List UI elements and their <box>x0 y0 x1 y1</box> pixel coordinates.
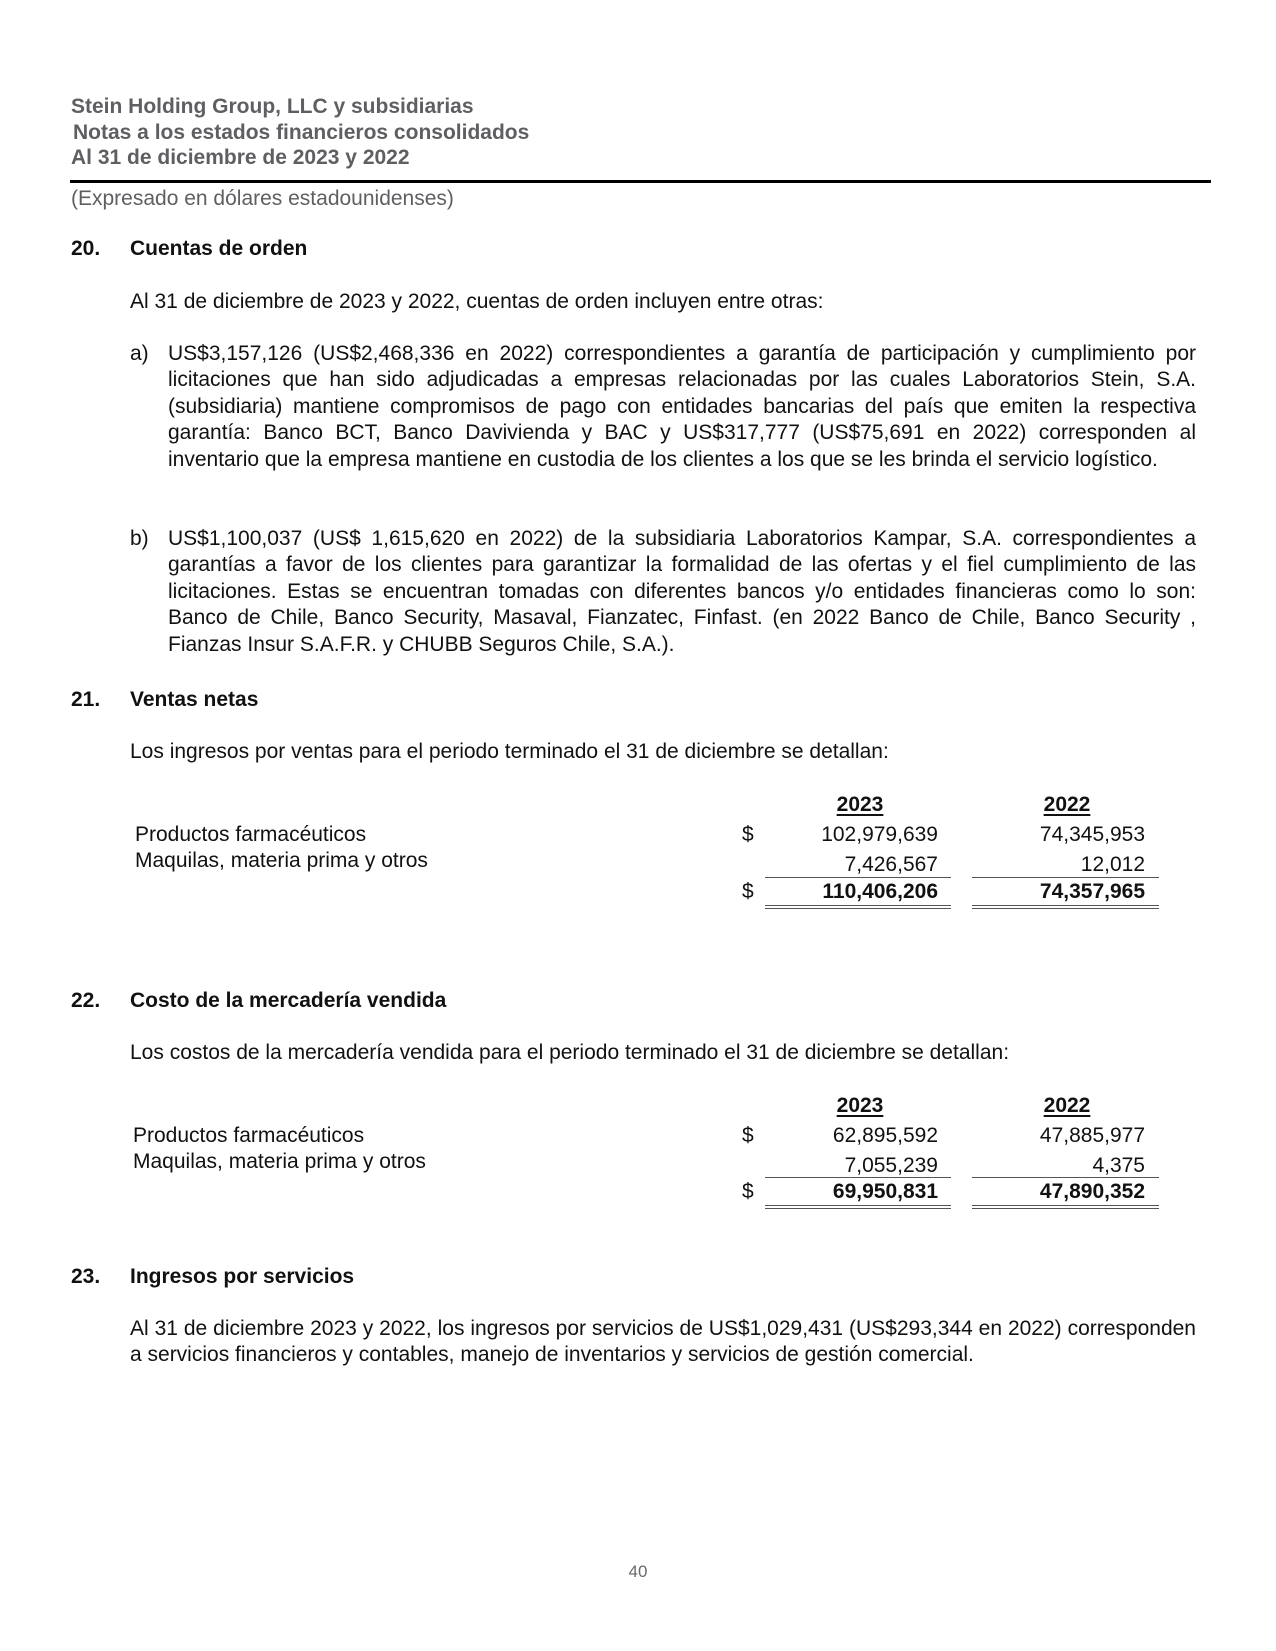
currency-symbol: $ <box>742 823 754 846</box>
list-item-b <box>130 526 1196 658</box>
row-label: Maquilas, materia prima y otros <box>133 1150 426 1173</box>
total-2023: 69,950,831 <box>832 1180 938 1203</box>
header-divider <box>70 180 1211 183</box>
subtotal-rule <box>972 877 1159 878</box>
column-header-2023: 2023 <box>836 793 884 816</box>
value-2023: 7,055,239 <box>844 1154 938 1177</box>
subtotal-rule <box>765 1177 951 1178</box>
subtotal-rule <box>765 877 951 878</box>
total-double-rule <box>972 905 1159 909</box>
total-double-rule <box>765 905 951 909</box>
row-label: Maquilas, materia prima y otros <box>135 849 428 872</box>
list-item-a <box>130 341 1196 473</box>
value-2023: 102,979,639 <box>821 823 938 846</box>
value-2022: 12,012 <box>1080 853 1145 876</box>
row-label: Productos farmacéuticos <box>133 1124 365 1147</box>
total-2023: 110,406,206 <box>822 880 938 903</box>
section-title: Ventas netas <box>130 688 259 711</box>
section-intro: Los ingresos por ventas para el periodo terminado el 31 de diciembre se detallan: <box>130 740 889 763</box>
currency-symbol: $ <box>742 1124 754 1147</box>
company-name: Stein Holding Group, LLC y subsidiarias <box>71 95 474 118</box>
section-intro: Los costos de la mercadería vendida para el periodo terminado el 31 de diciembre se detallan: <box>130 1041 1010 1064</box>
value-2022: 47,885,977 <box>1039 1124 1145 1147</box>
list-item-text: US$1,100,037 (US$ 1,615,620 en 2022) de la subsidiaria Laboratorios Kampar, S.A. correspondientes a garantías a favor de los clientes para garantizar la formalidad de las ofertas y el fiel cumplimiento de las licitaciones. Estas se encuentran tomadas con diferentes bancos y/o entidades financieras como lo son: Banco de Chile, Banco Security, Masaval, Fianzatec, Finfast. (en 2022 Banco de Chile, Banco Security , Fianzas Insur S.A.F.R. y CHUBB Seguros Chile, S.A.). <box>168 527 1196 656</box>
currency-symbol: $ <box>742 880 754 903</box>
section-number: 22. <box>71 989 101 1012</box>
total-2022: 74,357,965 <box>1039 880 1145 903</box>
subtotal-rule <box>972 1177 1159 1178</box>
page-number: 40 <box>628 1562 648 1581</box>
section-number: 21. <box>71 688 101 711</box>
value-2022: 74,345,953 <box>1039 823 1145 846</box>
section-title: Cuentas de orden <box>130 237 308 260</box>
list-item-text: US$3,157,126 (US$2,468,336 en 2022) correspondientes a garantía de participación y cumplimiento por licitaciones que han sido adjudicadas a empresas relacionadas por las cuales Laboratorios Stein, S.A. (subsidiaria) mantiene compromisos de pago con entidades bancarias del país que emiten la respectiva garantía: Banco BCT, Banco Davivienda y BAC y US$317,777 (US$75,691 en 2022) corresponden al inventario que la empresa mantiene en custodia de los clientes a los que se les brinda el servicio logístico. <box>168 342 1196 471</box>
column-header-2023: 2023 <box>836 1094 884 1117</box>
section-body: Al 31 de diciembre 2023 y 2022, los ingresos por servicios de US$1,029,431 (US$293,344 en 2022) corresponden a servicios financieros y contables, manejo de inventarios y servicios de gestión comercial. <box>130 1317 1196 1367</box>
column-header-2022: 2022 <box>1043 1094 1091 1117</box>
document-title: Notas a los estados financieros consolidados <box>73 121 530 144</box>
list-marker: a) <box>130 342 149 365</box>
section-title: Ingresos por servicios <box>130 1265 355 1288</box>
total-double-rule <box>765 1205 951 1209</box>
section-title: Costo de la mercadería vendida <box>130 989 447 1012</box>
value-2023: 7,426,567 <box>844 853 938 876</box>
section-intro: Al 31 de diciembre de 2023 y 2022, cuentas de orden incluyen entre otras: <box>130 290 824 313</box>
section-number: 20. <box>71 237 101 260</box>
list-marker: b) <box>130 527 149 550</box>
row-label: Productos farmacéuticos <box>135 823 367 846</box>
total-2022: 47,890,352 <box>1039 1180 1145 1203</box>
currency-note: (Expresado en dólares estadounidenses) <box>71 187 454 210</box>
section-number: 23. <box>71 1265 101 1288</box>
currency-symbol: $ <box>742 1180 754 1203</box>
total-double-rule <box>972 1205 1159 1209</box>
value-2023: 62,895,592 <box>832 1124 938 1147</box>
value-2022: 4,375 <box>1092 1154 1145 1177</box>
column-header-2022: 2022 <box>1043 793 1091 816</box>
document-date: Al 31 de diciembre de 2023 y 2022 <box>71 146 410 169</box>
